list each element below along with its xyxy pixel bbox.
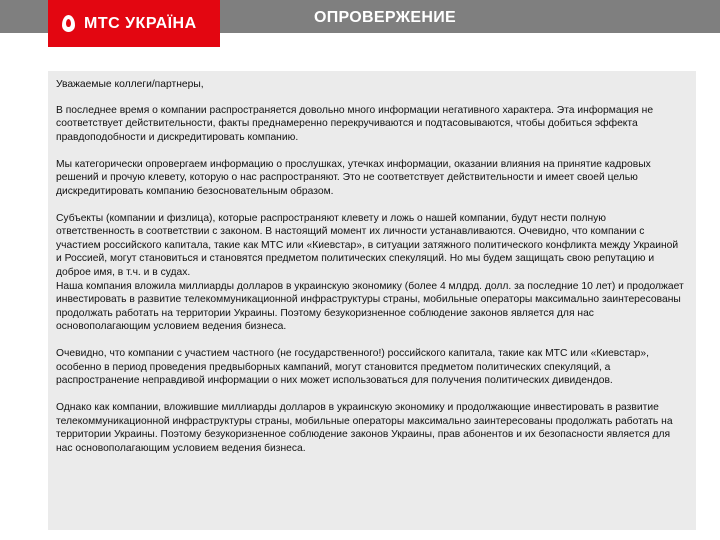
mts-egg-icon — [62, 15, 75, 32]
mts-logo — [48, 0, 220, 47]
paragraph-2: Мы категорически опровергаем информацию о прослушках, утечках информации, оказании влияния на принятие кадровых решений и прочую клевету, которую о нас распространяют. Это не соответствует действительности и имеет своей целью дискредитировать компанию безосновательным образом. — [56, 158, 651, 197]
paragraph-1: В последнее время о компании распространяется довольно много информации негативного характера. Эта информация не соответствует действительности, факты преднамеренно перекручиваются и подтасовываются, чтобы добиться эффекта правдоподобности и дискредитировать компанию. — [56, 104, 654, 143]
greeting: Уважаемые коллеги/партнеры, — [56, 79, 204, 90]
paragraph-4: Наша компания вложила миллиарды долларов в украинскую экономику (более 4 млдрд. долл. за последние 10 лет) и продолжает инвестировать в развитие телекоммуникационной инфраструктуры страны, мобильные операторы максимально заинтересованы продолжать работать на территории Украины. Поэтому безукоризненное соблюдение законов является для нас основополагающим условием ведения бизнеса. — [56, 280, 684, 333]
logo-text: МТС УКРАЇНА — [84, 14, 197, 32]
paragraph-6: Однако как компании, вложившие миллиарды долларов в украинскую экономику и продолжающие инвестировать в развитие телекоммуникационной инфраструктуры страны, мобильные операторы максимально заинтересованы продолжать работать на территории Украины. Поэтому безукоризненное соблюдение законов Украины, прав абонентов и их безопасности является для нас основополагающим условием ведения бизнеса. — [56, 402, 673, 455]
page-title: ОПРОВЕРЖЕНИЕ — [314, 9, 456, 26]
statement-body — [48, 71, 696, 530]
paragraph-5: Очевидно, что компании с участием частного (не государственного!) российского капитала, такие как МТС или «Киевстар», особенно в период проведения предвыборных кампаний, могут становится предметом политических спекуляций, а распространение неправдивой информации о них может использоваться для получения политических дивидендов. — [56, 348, 649, 387]
paragraph-3: Субъекты (компании и физлица), которые распространяют клевету и ложь о нашей компании, будут нести полную ответственность в соответствии с законом. В настоящий момент их личности устанавливаются. Очевидно, что компании с участием российского капитала, такие как МТС или «Киевстар», в ситуации затяжного политического конфликта между Украиной и Россией, могут становиться и становятся предметом политических спекуляций. Но мы будем защищать свою репутацию и доброе имя, в т.ч. и в судах. — [56, 212, 679, 279]
